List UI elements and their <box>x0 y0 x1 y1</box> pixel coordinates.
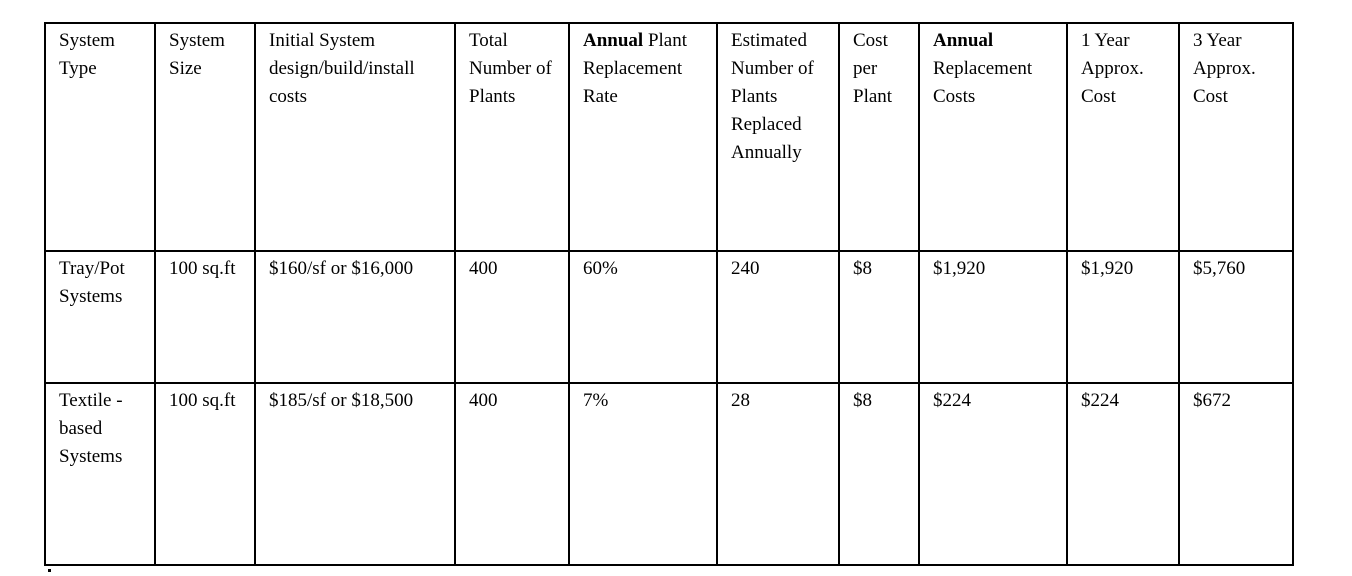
header-system-size: System Size <box>155 23 255 251</box>
header-1-year-cost: 1 Year Approx. Cost <box>1067 23 1179 251</box>
header-total-plants: Total Number of Plants <box>455 23 569 251</box>
cell-1-year-cost: $1,920 <box>1067 251 1179 383</box>
stray-mark <box>48 569 51 572</box>
table-row <box>45 251 1293 383</box>
cell-annual-replacement-costs: $224 <box>919 383 1067 565</box>
cell-1-year-cost: $224 <box>1067 383 1179 565</box>
cell-replacement-rate: 7% <box>569 383 717 565</box>
cell-plants-replaced: 28 <box>717 383 839 565</box>
header-annual-replacement-costs: Annual Replacement Costs <box>919 23 1067 251</box>
cell-total-plants: 400 <box>455 383 569 565</box>
cell-system-size: 100 sq.ft <box>155 383 255 565</box>
cell-initial-costs: $160/sf or $16,000 <box>255 251 455 383</box>
header-row <box>45 23 1293 251</box>
cell-system-type: Tray/Pot Systems <box>45 251 155 383</box>
cell-3-year-cost: $672 <box>1179 383 1293 565</box>
header-system-type: System Type <box>45 23 155 251</box>
header-replacement-rate: Annual Plant Replacement Rate <box>569 23 717 251</box>
cell-total-plants: 400 <box>455 251 569 383</box>
cell-system-type: Textile - based Systems <box>45 383 155 565</box>
header-plants-replaced: Estimated Number of Plants Replaced Annually <box>717 23 839 251</box>
header-3-year-cost: 3 Year Approx. Cost <box>1179 23 1293 251</box>
cell-replacement-rate: 60% <box>569 251 717 383</box>
cell-system-size: 100 sq.ft <box>155 251 255 383</box>
replacement-cost-table <box>44 22 1294 566</box>
cell-annual-replacement-costs: $1,920 <box>919 251 1067 383</box>
cell-initial-costs: $185/sf or $18,500 <box>255 383 455 565</box>
cell-plants-replaced: 240 <box>717 251 839 383</box>
cell-cost-per-plant: $8 <box>839 383 919 565</box>
header-initial-costs: Initial System design/build/install costs <box>255 23 455 251</box>
header-cost-per-plant: Cost per Plant <box>839 23 919 251</box>
cell-cost-per-plant: $8 <box>839 251 919 383</box>
table-row <box>45 383 1293 565</box>
cell-3-year-cost: $5,760 <box>1179 251 1293 383</box>
